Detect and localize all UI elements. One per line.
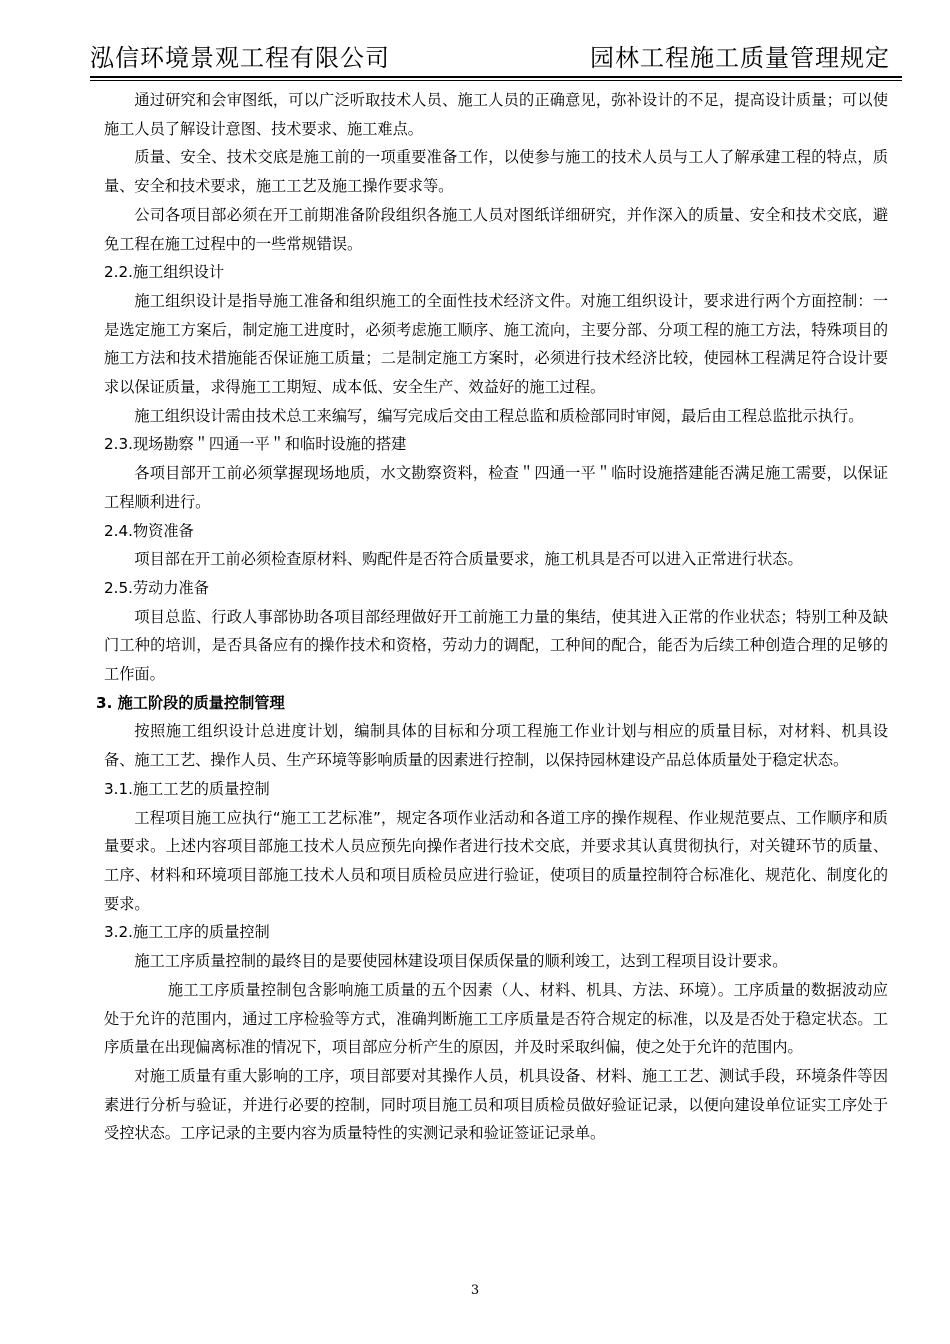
section-heading: 2.5.劳动力准备: [104, 578, 209, 597]
page-body: [96, 86, 888, 1148]
page-header: [90, 34, 902, 74]
paragraph: 公司各项目部必须在开工前期准备阶段组织各施工人员对图纸详细研究，并作深入的质量、安全和技术交底，避免工程在施工过程中的一些常规错误。: [104, 205, 888, 253]
header-rule-thin: [90, 80, 902, 81]
paragraph: 施工组织设计是指导施工准备和组织施工的全面性技术经济文件。对施工组织设计，要求进行两个方面控制：一是选定施工方案后，制定施工进度时，必须考虑施工顺序、施工流向，主要分部、分项工程的施工方法，特殊项目的施工方法和技术措施能否保证施工质量；二是制定施工方案时，必须进行技术经济比较，使园林工程满足符合设计要求以保证质量，求得施工工期短、成本低、安全生产、效益好的施工过程。: [104, 291, 888, 397]
paragraph: 质量、安全、技术交底是施工前的一项重要准备工作，以使参与施工的技术人员与工人了解承建工程的特点，质量、安全和技术要求，施工工艺及施工操作要求等。: [104, 148, 888, 196]
paragraph: 工程项目施工应执行“施工工艺标准”，规定各项作业活动和各道工序的操作规程、作业规范要点、工作顺序和质量要求。上述内容项目部施工技术人员应预先向操作者进行技术交底，并要求其认真贯彻执行，对关键环节的质量、工序、材料和环境项目部施工技术人员和项目质检员应进行验证，使项目的质量控制符合标准化、规范化、制度化的要求。: [104, 808, 888, 913]
chapter-heading: 3. 施工阶段的质量控制管理: [96, 693, 285, 712]
section-heading: 2.4.物资准备: [104, 521, 194, 540]
paragraph: 施工工序质量控制包含影响施工质量的五个因素（人、材料、机具、方法、环境）。工序质量的数据波动应处于允许的范围内，通过工序检验等方式，准确判断施工工序质量是否符合规定的标准，以及是否处于稳定状态。工序质量在出现偏离标准的情况下，项目部应分析产生的原因，并及时采取纠偏，使之处于允许的范围内。: [104, 980, 888, 1057]
section-heading: 2.2.施工组织设计: [104, 263, 225, 282]
section-heading: 3.1.施工工艺的质量控制: [104, 779, 270, 798]
header-rule-thick: [90, 76, 902, 78]
paragraph: 对施工质量有重大影响的工序，项目部要对其操作人员，机具设备、材料、施工工艺、测试手段，环境条件等因素进行分析与验证，并进行必要的控制，同时项目施工员和项目质检员做好验证记录，以便向建设单位证实工序处于受控状态。工序记录的主要内容为质量特性的实测记录和验证签证记录单。: [104, 1066, 888, 1143]
paragraph: 项目部在开工前必须检查原材料、购配件是否符合质量要求，施工机具是否可以进入正常进行状态。: [134, 550, 803, 569]
paragraph: 各项目部开工前必须掌握现场地质，水文勘察资料，检查＂四通一平＂临时设施搭建能否满足施工需要，以保证工程顺利进行。: [104, 464, 888, 511]
section-heading: 3.2.施工工序的质量控制: [104, 923, 270, 942]
paragraph: 按照施工组织设计总进度计划，编制具体的目标和分项工程施工作业计划与相应的质量目标，对材料、机具设备、施工工艺、操作人员、生产环境等影响质量的因素进行控制，以保持园林建设产品总体质量处于稳定状态。: [104, 722, 888, 770]
paragraph: 通过研究和会审图纸，可以广泛听取技术人员、施工人员的正确意见，弥补设计的不足，提高设计质量；可以使施工人员了解设计意图、技术要求、施工难点。: [104, 91, 888, 138]
page-number: 3: [470, 1283, 480, 1298]
paragraph: 项目总监、行政人事部协助各项目部经理做好开工前施工力量的集结，使其进入正常的作业状态；特别工种及缺门工种的培训，是否具备应有的操作技术和资格，劳动力的调配，工种间的配合，能否为后续工种创造合理的足够的工作面。: [104, 607, 888, 684]
section-heading: 2.3.现场勘察＂四通一平＂和临时设施的搭建: [104, 435, 407, 454]
document-title: 园林工程施工质量管理规定: [590, 44, 890, 72]
paragraph: 施工组织设计需由技术总工来编写，编写完成后交由工程总监和质检部同时审阅，最后由工程总监批示执行。: [134, 406, 864, 425]
paragraph: 施工工序质量控制的最终目的是要使园林建设项目保质保量的顺利竣工，达到工程项目设计要求。: [134, 952, 788, 971]
company-name: 泓信环境景观工程有限公司: [90, 44, 390, 72]
